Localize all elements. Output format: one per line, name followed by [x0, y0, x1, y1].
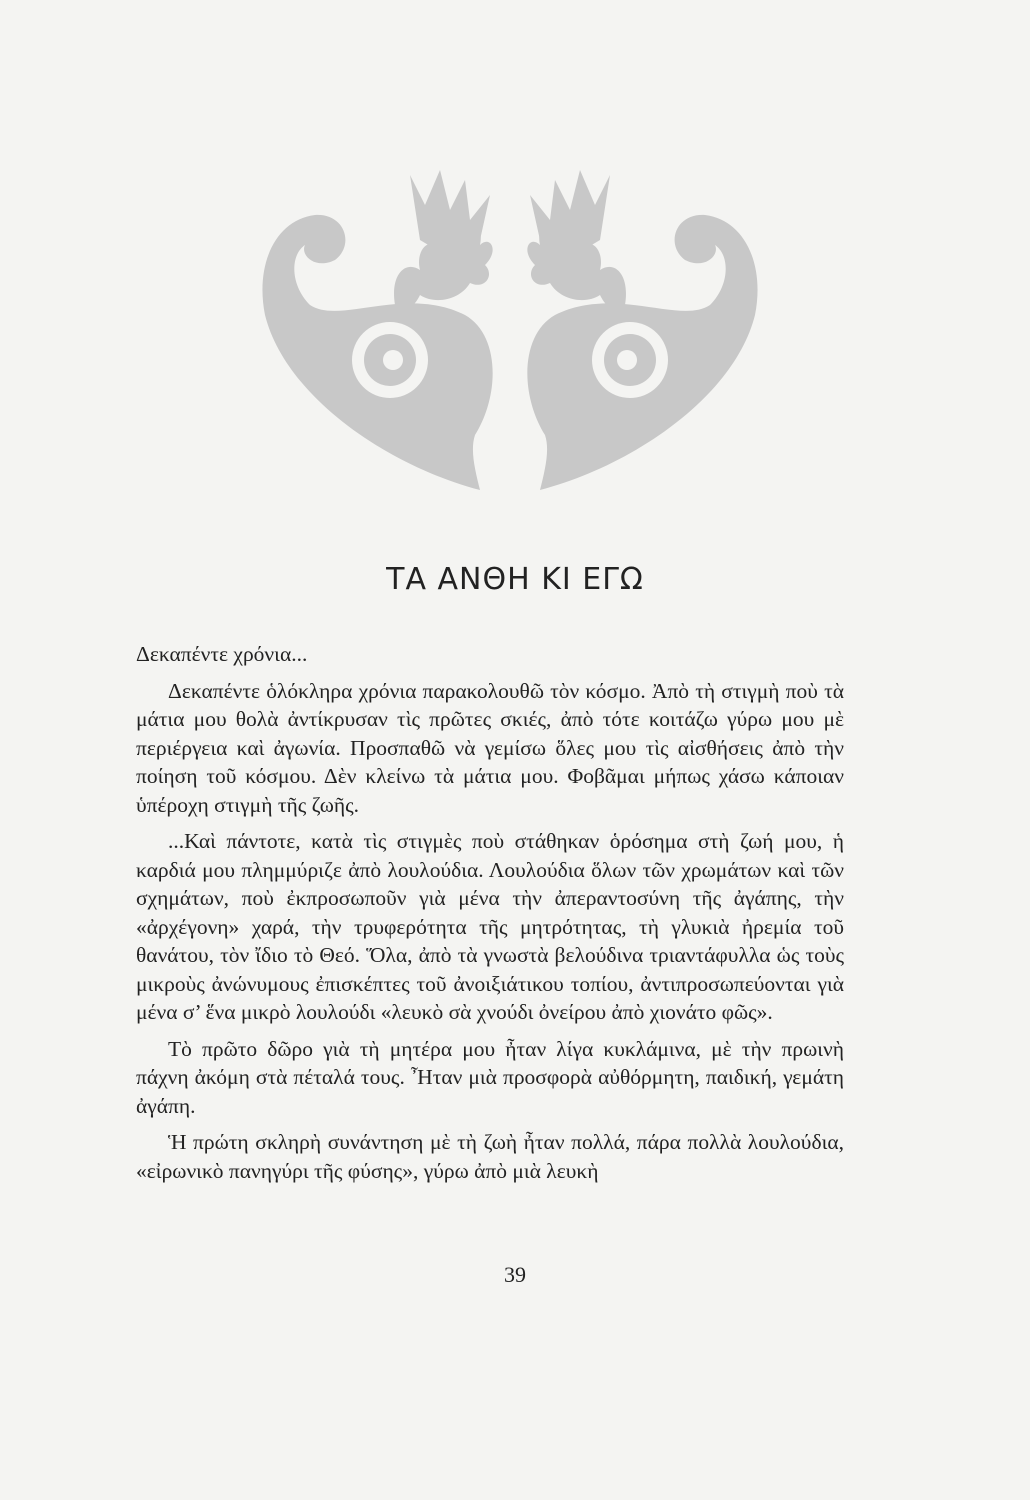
page-number: 39 — [504, 1262, 526, 1287]
body-text — [136, 640, 844, 1193]
paragraph: Δεκαπέντε ὁλόκληρα χρόνια παρακολουθῶ τὸν κόσμο. Ἀπὸ τὴ στιγμὴ ποὺ τὰ μάτια μου θολὰ ἀντίκρυσαν τὶς πρῶτες σκιές, ἀπὸ τότε κοιτάζω γύρω μου μὲ περιέργεια καὶ ἀγωνία. Προσπαθῶ νὰ γεμίσω ὅλες μου τὶς αἰσθήσεις ἀπὸ τὴν ποίηση τοῦ κόσμου. Δὲν κλείνω τὰ μάτια μου. Φοβᾶμαι μήπως χάσω κάποιαν ὑπέροχη στιγμὴ τῆς ζωῆς. — [136, 678, 844, 817]
paragraph: Δεκαπέντε χρόνια... — [136, 642, 308, 666]
chapter-title: ΤΑ ΑΝΘΗ ΚΙ ΕΓΩ — [386, 562, 644, 597]
paragraph: Ἡ πρώτη σκληρὴ συνάντηση μὲ τὴ ζωὴ ἦταν πολλά, πάρα πολλὰ λουλούδια, «εἰρωνικὸ πανηγύρι τῆς φύσης», γύρω ἀπὸ μιὰ λευκὴ — [136, 1130, 844, 1183]
floral-ornament-icon — [245, 165, 775, 495]
paragraph: ...Καὶ πάντοτε, κατὰ τὶς στιγμὲς ποὺ στάθηκαν ὁρόσημα στὴ ζωή μου, ἡ καρδιά μου πλημμύριζε ἀπὸ λουλούδια. Λουλούδια ὅλων τῶν χρωμάτων καὶ τῶν σχημάτων, ποὺ ἐκπροσωποῦν γιὰ μένα τὴν ἀπεραντοσύνη τῆς ἀγάπης, τὴν «ἀρχέγονη» χαρά, τὴν τρυφερότητα τῆς μητρότητας, τὴ γλυκιὰ ἠρεμία τοῦ θανάτου, τὸν ἴδιο τὸ Θεό. Ὅλα, ἀπὸ τὰ γνωστὰ βελούδινα τριαντάφυλλα ὡς τοὺς μικροὺς ἀνώνυμους ἐπισκέπτες τοῦ ἀνοιξιάτικου τοπίου, ἀντιπροσωπεύονται γιὰ μένα σ’ ἕνα μικρὸ λουλούδι «λευκὸ σὰ χνούδι ὀνείρου ἀπὸ χιονάτο φῶς». — [136, 829, 844, 1024]
paragraph: Τὸ πρῶτο δῶρο γιὰ τὴ μητέρα μου ἦταν λίγα κυκλάμινα, μὲ τὴν πρωινὴ πάχνη ἀκόμη στὰ πέταλά τους. Ἦταν μιὰ προσφορὰ αὐθόρμητη, παιδική, γεμάτη ἀγάπη. — [136, 1036, 844, 1118]
